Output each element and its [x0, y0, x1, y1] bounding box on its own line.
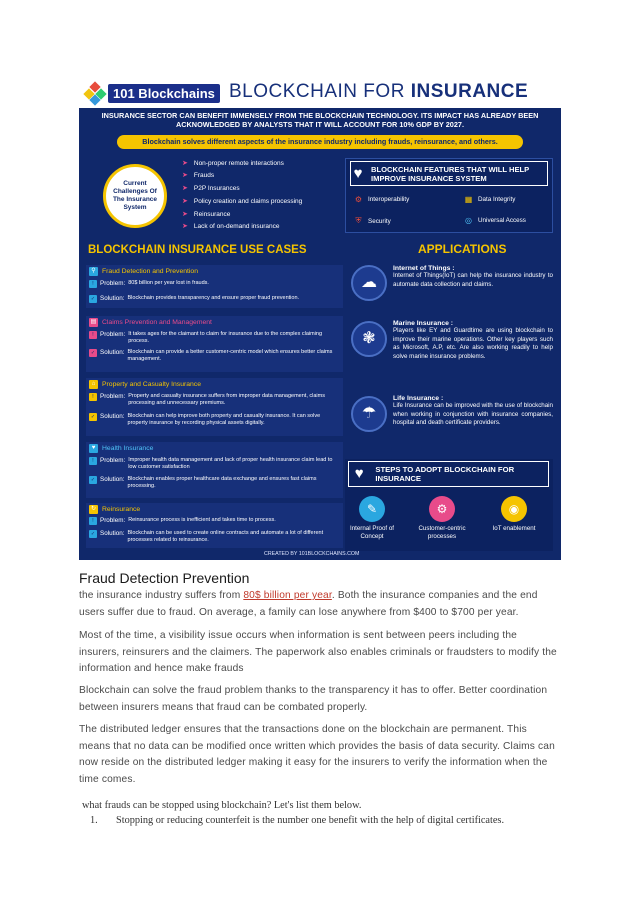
- umbrella-icon: ☂: [351, 396, 387, 432]
- problem-icon: !: [89, 280, 97, 288]
- usecase-solution: ✓ Solution: Blockchain can provide a better customer-centric model which ensures better claims management.: [90, 349, 333, 363]
- step-label: IoT enablement: [492, 525, 536, 532]
- arrow-right-icon: ➤: [182, 160, 188, 167]
- arrow-right-icon: ➤: [182, 198, 188, 205]
- logo: [85, 82, 220, 104]
- problem-icon: !: [89, 457, 97, 465]
- applications-title: APPLICATIONS: [418, 242, 507, 256]
- blocks-logo-icon: [85, 83, 105, 103]
- usecase-problem: ! Problem: It takes ages for the claimant to claim for insurance due to the complex claiming process.: [89, 331, 333, 345]
- infographic-credit: CREATED BY 101BLOCKCHAINS.COM: [264, 551, 360, 557]
- search-icon: ⚲: [89, 267, 98, 276]
- application-iot: Internet of Things : Internet of Things(IoT) can help the insurance industry to automate data collection and claims.: [393, 265, 553, 288]
- usecase-header: ⌂ Property and Casualty Insurance: [86, 378, 343, 390]
- solution-icon: ✓: [90, 296, 96, 302]
- problem-icon: !: [89, 393, 97, 401]
- challenge-item: ➤ P2P Insurances: [182, 184, 240, 192]
- usecase-header: ↻ Reinsurance: [90, 505, 141, 513]
- usecase-solution: ✓ Solution: Blockchain can be used to create online contracts and automate a lot of different processes related to reinsurance.: [90, 530, 324, 544]
- challenges-circle: Current Challenges Of The Insurance System: [103, 164, 167, 228]
- paragraph-2: [79, 628, 561, 678]
- feature-data-integrity: ▦ Data Integrity: [464, 195, 516, 204]
- application-life: Life Insurance : Life Insurance can be improved with the use of blockchain when working in conjunction with insurance companies, hospital and death certificate providers.: [393, 395, 553, 427]
- paragraph-line: Most of the time, a visibility issue occurs when information is sent between peers including the: [79, 630, 517, 641]
- solution-icon: ✓: [90, 350, 96, 356]
- solution-icon: ✓: [90, 477, 96, 483]
- usecase-property: [86, 378, 343, 436]
- step-label: Customer-centric processes: [418, 525, 466, 540]
- usecase-solution: ✓ Solution: Blockchain enables proper healthcare data exchange and ensures fast claims processing.: [90, 476, 317, 490]
- heart-icon: ♥: [89, 444, 98, 453]
- logo-text: 101 Blockchains: [108, 84, 220, 103]
- usecase-problem: ! Problem: Property and casualty insurance suffers from improper data management, claims processing and unnecessary premiums.: [89, 393, 333, 407]
- fraud-stat-link[interactable]: 80$ billion per year: [243, 590, 332, 601]
- arrow-right-icon: ➤: [182, 172, 188, 179]
- globe-icon: ◎: [465, 216, 472, 225]
- usecase-health: [86, 442, 343, 498]
- paragraph-line: users suffer due to fraud. On average, a family can lose anywhere from $400 to $700 per year.: [79, 606, 519, 618]
- paragraph-line: the insurance industry suffers from 80$ billion per year. Both the insurance companies and the end: [79, 590, 538, 601]
- paragraph-line: insurers, reinsurers and the claimers. The paperwork also enables criminals or fraudsters to modify the: [79, 646, 557, 658]
- features-header: [350, 161, 548, 186]
- paragraph-3: [79, 683, 561, 716]
- usecase-problem: ! Problem: Improper health data management and lack of proper health insurance claim lead to low customer satisfaction: [89, 457, 333, 471]
- feature-universal-access: ◎ Universal Access: [465, 216, 526, 225]
- usecases-title: BLOCKCHAIN INSURANCE USE CASES: [88, 244, 307, 256]
- house-icon: ⌂: [89, 380, 98, 389]
- arrow-right-icon: ➤: [182, 223, 188, 230]
- usecase-header: ⚲ Fraud Detection and Prevention: [86, 265, 343, 277]
- usecase-fraud: [86, 265, 343, 308]
- concept-icon: ✎: [359, 496, 385, 522]
- list-item: 1. Stopping or reducing counterfeit is the number one benefit with the help of digital certificates.: [90, 815, 505, 826]
- usecase-header: ♥ Health Insurance: [86, 442, 343, 454]
- paragraph-line: time comes.: [79, 773, 136, 785]
- solution-icon: ✓: [90, 531, 96, 537]
- cloud-icon: ☁: [351, 265, 387, 301]
- challenge-item: ➤ Non-proper remote interactions: [182, 159, 284, 167]
- infographic-title: BLOCKCHAIN FOR INSURANCE: [229, 81, 529, 102]
- database-icon: ▦: [464, 195, 473, 204]
- infographic: [79, 78, 561, 560]
- section-heading: Fraud Detection Prevention: [79, 570, 250, 586]
- paragraph-line: The distributed ledger ensures that the transactions done on the blockchain are permanent. This: [79, 724, 527, 735]
- list-intro: what frauds can be stopped using blockchain? Let's list them below.: [82, 800, 362, 811]
- usecase-header: ▤ Claims Prevention and Management: [90, 318, 212, 326]
- document-icon: ▤: [90, 318, 97, 325]
- usecase-problem: ! Problem: 80$ billion per year lost in frauds.: [89, 280, 333, 288]
- hands-icon: ♥: [354, 465, 364, 482]
- usecase-problem: ! Problem: Reinsurance process is inefficient and takes time to process.: [89, 517, 333, 525]
- usecase-solution: ✓ Solution: Blockchain provides transparency and ensure proper fraud prevention.: [90, 295, 300, 302]
- paragraph-line: Blockchain can solve the fraud problem thanks to the transparency it has to offer. Better coordination: [79, 685, 548, 696]
- paragraph-1: [79, 588, 561, 621]
- gear-icon: ⚙: [354, 195, 363, 204]
- ship-wheel-icon: ❃: [351, 321, 387, 357]
- process-icon: ⚙: [429, 496, 455, 522]
- steps-box: [345, 459, 553, 551]
- refresh-icon: ↻: [90, 505, 97, 512]
- challenge-item: ➤ Policy creation and claims processing: [182, 197, 303, 205]
- feature-security: ⛨ Security: [355, 216, 391, 225]
- usecase-claims: [86, 316, 343, 372]
- arrow-right-icon: ➤: [182, 185, 188, 192]
- hands-icon: ♥: [353, 164, 363, 182]
- solution-icon: ✓: [90, 414, 96, 420]
- features-title: BLOCKCHAIN FEATURES THAT WILL HELP IMPROVE INSURANCE SYSTEM: [371, 164, 530, 183]
- steps-header: [348, 461, 549, 487]
- infographic-header: [79, 78, 561, 108]
- problem-icon: !: [89, 331, 97, 339]
- infographic-subbanner: Blockchain solves different aspects of the insurance industry including frauds, reinsurance, and others.: [117, 135, 523, 149]
- challenge-item: ➤ Frauds: [182, 171, 215, 179]
- paragraph-line: information and hence make frauds: [79, 663, 244, 674]
- paragraph-line: between insurers means that fraud can be combated properly.: [79, 701, 368, 713]
- shield-icon: ⛨: [355, 216, 362, 225]
- usecase-solution: ✓ Solution: Blockchain can help improve both property and casualty insurance. It can solve property insurance by recording physical assets digitally.: [90, 413, 321, 427]
- iot-icon: ◉: [501, 496, 527, 522]
- arrow-right-icon: ➤: [182, 211, 188, 218]
- problem-icon: !: [89, 517, 97, 525]
- infographic-intro: INSURANCE SECTOR CAN BENEFIT IMMENSELY FROM THE BLOCKCHAIN TECHNOLOGY. ITS IMPACT HAS ALREADY BEEN ACKNOWLEDGED BY ANALYSTS THAT IT WILL ACCOUNT FOR 10% GDP BY 2027.: [101, 111, 539, 129]
- features-box: [345, 158, 553, 233]
- usecase-reinsurance: [86, 503, 343, 548]
- challenge-item: ➤ Reinsurance: [182, 210, 231, 218]
- paragraph-4: [79, 722, 561, 788]
- challenge-item: ➤ Lack of on-demand insurance: [182, 222, 280, 230]
- application-marine: Marine Insurance : Players like EY and Guardtime are using blockchain to improve their marine operations. Other key players such as Microsoft, A.P, etc. Are also working readily to help solve marine insurance problems.: [393, 320, 553, 361]
- steps-title: STEPS TO ADOPT BLOCKCHAIN FOR INSURANCE: [375, 465, 515, 483]
- paragraph-line: now reside on the distributed ledger making it easy for the insurers to verify the information when the: [79, 757, 548, 768]
- feature-interoperability: ⚙ Interoperability: [354, 195, 410, 204]
- step-label: Internal Proof of Concept: [349, 525, 395, 540]
- paragraph-line: means that no data can be modified once written which provides the basis of data security. Claims can: [79, 740, 555, 752]
